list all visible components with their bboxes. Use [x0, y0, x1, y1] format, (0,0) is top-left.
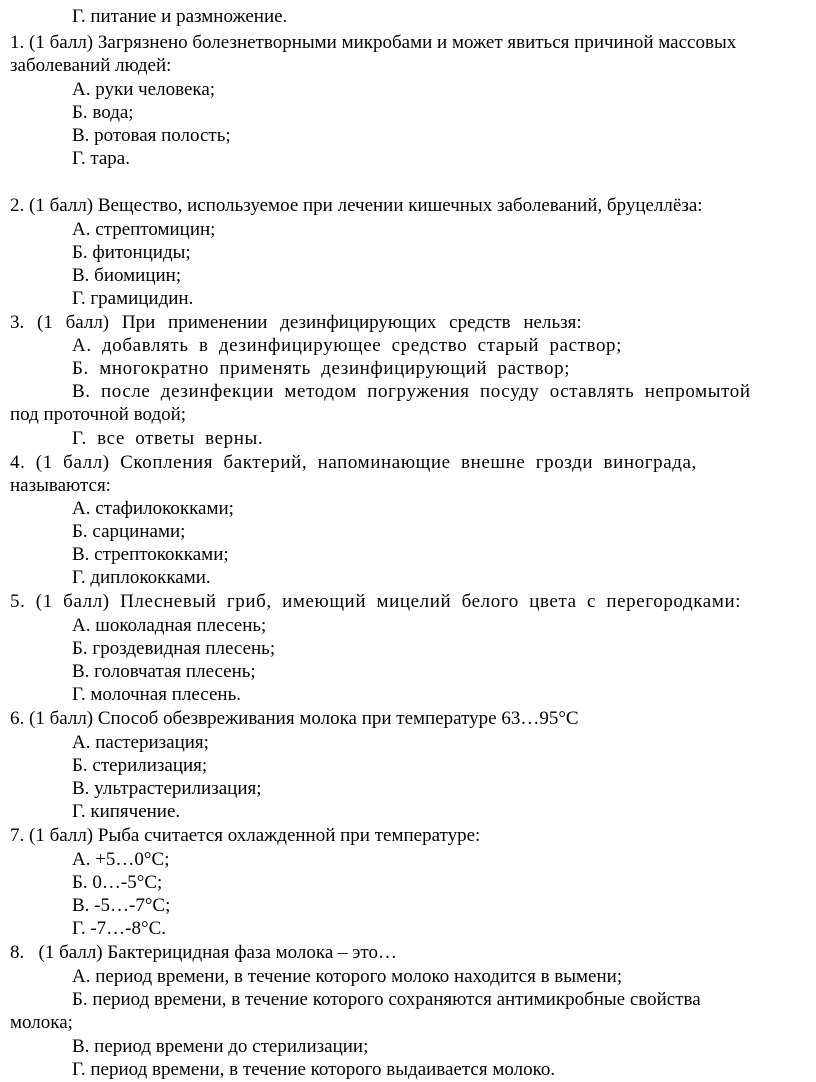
question-option: В. после дезинфекции методом погружения посуду оставлять непромытой: [72, 381, 751, 402]
question-option: В. головчатая плесень;: [72, 661, 256, 682]
question-text: заболеваний людей:: [10, 55, 172, 76]
question-option: А. стафилококками;: [72, 498, 234, 519]
question-option: Г. грамицидин.: [72, 288, 194, 309]
question-option: А. период времени, в течение которого молоко находится в вымени;: [72, 966, 623, 987]
question-text: 5. (1 балл) Плесневый гриб, имеющий мицелий белого цвета с перегородками:: [10, 591, 742, 612]
question-option: А. добавлять в дезинфицирующее средство старый раствор;: [72, 335, 623, 356]
question-option: Б. многократно применять дезинфицирующий раствор;: [72, 358, 571, 379]
question-text: 2. (1 балл) Вещество, используемое при лечении кишечных заболеваний, бруцеллёза:: [10, 195, 703, 216]
question-option: В. -5…-7°С;: [72, 895, 171, 916]
question-text: 1. (1 балл) Загрязнено болезнетворными микробами и может явиться причиной массовых: [10, 32, 737, 53]
question-option: Б. 0…-5°С;: [72, 872, 163, 893]
question-option: Г. кипячение.: [72, 801, 181, 822]
question-option: А. стрептомицин;: [72, 219, 216, 240]
question-text: 7. (1 балл) Рыба считается охлажденной при температуре:: [10, 825, 481, 846]
question-option: В. стрептококками;: [72, 544, 229, 565]
question-option: Г. -7…-8°С.: [72, 918, 167, 939]
question-text: 6. (1 балл) Способ обезвреживания молока при температуре 63…95°С: [10, 708, 579, 729]
question-text: 8. (1 балл) Бактерицидная фаза молока – это…: [10, 942, 397, 963]
question-option: Б. гроздевидная плесень;: [72, 638, 276, 659]
question-option: Б. стерилизация;: [72, 755, 208, 776]
question-option: под проточной водой;: [10, 404, 187, 425]
question-option: Б. вода;: [72, 102, 134, 123]
question-option: А. шоколадная плесень;: [72, 615, 267, 636]
question-option: А. пастеризация;: [72, 732, 209, 753]
question-option: Б. фитонциды;: [72, 242, 191, 263]
question-option: Г. молочная плесень.: [72, 684, 241, 705]
question-option: Г. тара.: [72, 148, 130, 169]
question-option: Б. сарцинами;: [72, 521, 186, 542]
question-option: А. +5…0°С;: [72, 849, 170, 870]
question-option: Г. период времени, в течение которого выдаивается молоко.: [72, 1059, 556, 1080]
question-option: А. руки человека;: [72, 79, 216, 100]
question-option: Б. период времени, в течение которого сохраняются антимикробные свойства: [72, 989, 701, 1010]
question-option: В. ультрастерилизация;: [72, 778, 262, 799]
question-option: Г. диплококками.: [72, 567, 211, 588]
question-text: 3. (1 балл) При применении дезинфицирующих средств нельзя:: [10, 312, 582, 333]
question-option: В. ротовая полость;: [72, 125, 231, 146]
question-option: Г. питание и размножение.: [72, 6, 288, 27]
question-text: называются:: [10, 475, 111, 496]
question-option: В. период времени до стерилизации;: [72, 1036, 369, 1057]
question-option: Г. все ответы верны.: [72, 428, 264, 449]
question-text: 4. (1 балл) Скопления бактерий, напоминающие внешне грозди винограда,: [10, 452, 697, 473]
question-option: молока;: [10, 1012, 73, 1033]
question-option: В. биомицин;: [72, 265, 182, 286]
